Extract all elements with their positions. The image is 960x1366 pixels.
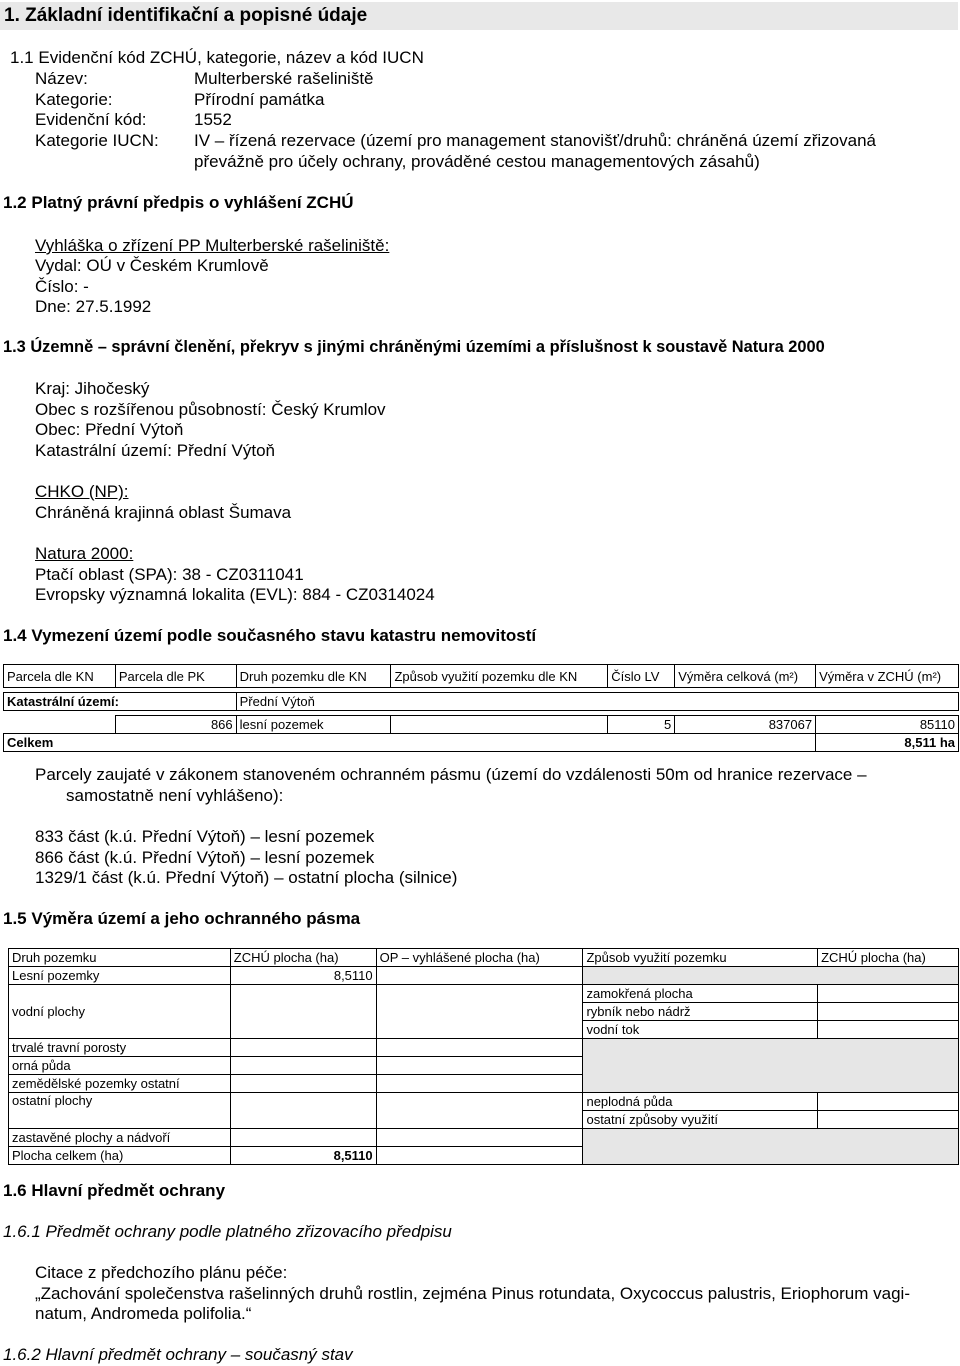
col-header: Způsob využití pozemku dle KN: [391, 665, 608, 688]
col-header: Druh pozemku: [9, 949, 231, 967]
druh-cell: vodní plochy: [9, 985, 231, 1039]
col-header: Číslo LV: [608, 665, 675, 688]
zpusob-cell: zamokřená plocha: [583, 985, 818, 1003]
table-header-row: [9, 949, 959, 967]
druh-cell: zemědělské pozemky ostatní: [9, 1075, 231, 1093]
citace-label: Citace z předchozího plánu péče:: [35, 1263, 288, 1282]
nazev-value: Multerberské rašeliniště: [194, 69, 374, 88]
vymera-celkova-cell: 837067: [675, 716, 816, 734]
celkem-label: Plocha celkem (ha): [9, 1147, 231, 1165]
table-row: [9, 985, 959, 1003]
op-parcel: 866 část (k.ú. Přední Výtoň) – lesní pozemek: [35, 848, 375, 867]
chko-label: CHKO (NP):: [35, 482, 129, 501]
druh-cell: zastavěné plochy a nádvoří: [9, 1129, 231, 1147]
zpusob-cell: vodní tok: [583, 1021, 818, 1039]
section-1-title: 1. Základní identifikační a popisné údaje: [4, 5, 368, 26]
section-1-6-1-title: 1.6.1 Předmět ochrany podle platného zřizovacího předpisu: [3, 1222, 452, 1241]
evl: Evropsky významná lokalita (EVL): 884 - CZ0314024: [35, 585, 435, 604]
col-header: Parcela dle KN: [4, 665, 116, 688]
celkem-label: Celkem: [4, 734, 816, 752]
iucn-value-line1: IV – řízená rezervace (území pro management stanovišť/druhů: chráněná území zřizovaná: [194, 131, 876, 150]
lv-cell: 5: [608, 716, 675, 734]
zpusob-cell: rybník nebo nádrž: [583, 1003, 818, 1021]
table-row: [9, 1093, 959, 1111]
table-row: [4, 693, 959, 711]
vyhlaska-title: Vyhláška o zřízení PP Multerberské rašeliniště:: [35, 236, 390, 255]
col-header: OP – vyhlášené plocha (ha): [376, 949, 583, 967]
section-1-5-title: 1.5 Výměra území a jeho ochranného pásma: [3, 909, 361, 928]
vymera-zchu-cell: 85110: [816, 716, 959, 734]
vymera-table: [8, 948, 959, 1165]
druh-cell: Lesní pozemky: [9, 967, 231, 985]
col-header: Způsob využití pozemku: [583, 949, 818, 967]
obec: Obec: Přední Výtoň: [35, 420, 184, 439]
op-text-line1: Parcely zaujaté v zákonem stanoveném ochranném pásmu (území do vzdálenosti 50m od hranice rezervace –: [35, 765, 867, 784]
section-1-6-2-title: 1.6.2 Hlavní předmět ochrany – současný stav: [3, 1345, 353, 1364]
iucn-label: Kategorie IUCN:: [35, 131, 159, 150]
cislo: Číslo: -: [35, 277, 89, 296]
op-text-line2: samostatně není vyhlášeno):: [66, 786, 284, 805]
col-header: Výměra v ZCHÚ (m²): [816, 665, 959, 688]
zpusob-cell: ostatní způsoby využití: [583, 1111, 818, 1129]
kraj: Kraj: Jihočeský: [35, 379, 150, 398]
table-row: [4, 716, 959, 734]
druh-cell: orná půda: [9, 1057, 231, 1075]
col-header: Parcela dle PK: [115, 665, 236, 688]
kod-value: 1552: [194, 110, 232, 129]
op-parcel: 1329/1 část (k.ú. Přední Výtoň) – ostatní plocha (silnice): [35, 868, 458, 887]
celkem-value: 8,511 ha: [816, 734, 959, 752]
quote-line2: natum, Andromeda polifolia.“: [35, 1304, 252, 1323]
zchu-plocha-cell: 8,5110: [230, 967, 376, 985]
section-1-4-title: 1.4 Vymezení území podle současného stavu katastru nemovitostí: [3, 626, 537, 645]
ku-value: Přední Výtoň: [236, 693, 958, 711]
druh-cell: trvalé travní porosty: [9, 1039, 231, 1057]
col-header: ZCHÚ plocha (ha): [230, 949, 376, 967]
section-1-2-title: 1.2 Platný právní předpis o vyhlášení ZCHÚ: [3, 193, 354, 212]
section-1-3-title: 1.3 Územně – správní členění, překryv s jinými chráněnými územími a příslušnost k soustavě Natura 2000: [3, 338, 825, 356]
op-parcel: 833 část (k.ú. Přední Výtoň) – lesní pozemek: [35, 827, 375, 846]
kategorie-label: Kategorie:: [35, 90, 113, 109]
nazev-label: Název:: [35, 69, 88, 88]
dne: Dne: 27.5.1992: [35, 297, 152, 316]
col-header: ZCHÚ plocha (ha): [818, 949, 959, 967]
col-header: Druh pozemku dle KN: [236, 665, 391, 688]
parcela-cell: 866: [115, 716, 236, 734]
ku-label: Katastrální území:: [4, 693, 237, 711]
zpusob-cell: neplodná půda: [583, 1093, 818, 1111]
col-header: Výměra celková (m²): [675, 665, 816, 688]
table-header-row: [4, 665, 959, 688]
kod-label: Evidenční kód:: [35, 110, 147, 129]
kategorie-value: Přírodní památka: [194, 90, 325, 109]
chko-value: Chráněná krajinná oblast Šumava: [35, 503, 292, 522]
katastralni-uzemi: Katastrální území: Přední Výtoň: [35, 441, 276, 460]
table-row: [9, 1129, 959, 1147]
section-1-6-title: 1.6 Hlavní předmět ochrany: [3, 1181, 226, 1200]
druh-cell: ostatní plochy: [9, 1093, 231, 1129]
natura-label: Natura 2000:: [35, 544, 134, 563]
obec-rp: Obec s rozšířenou působností: Český Krumlov: [35, 400, 386, 419]
table-row: [9, 1039, 959, 1057]
celkem-value: 8,5110: [230, 1147, 376, 1165]
vydal: Vydal: OÚ v Českém Krumlově: [35, 256, 269, 275]
katastr-table: [3, 664, 959, 752]
druh-cell: lesní pozemek: [236, 716, 391, 734]
iucn-value-line2: převážně pro účely ochrany, prováděné cestou managementových zásahů): [194, 152, 760, 171]
table-row: [9, 967, 959, 985]
spa: Ptačí oblast (SPA): 38 - CZ0311041: [35, 565, 304, 584]
section-1-1-title: 1.1 Evidenční kód ZCHÚ, kategorie, název a kód IUCN: [10, 48, 424, 67]
table-total-row: [4, 734, 959, 752]
quote-line1: „Zachování společenstva rašelinných druhů rostlin, zejména Pinus rotundata, Oxycoccus palustris, Eriophorum vagi-: [35, 1284, 910, 1303]
